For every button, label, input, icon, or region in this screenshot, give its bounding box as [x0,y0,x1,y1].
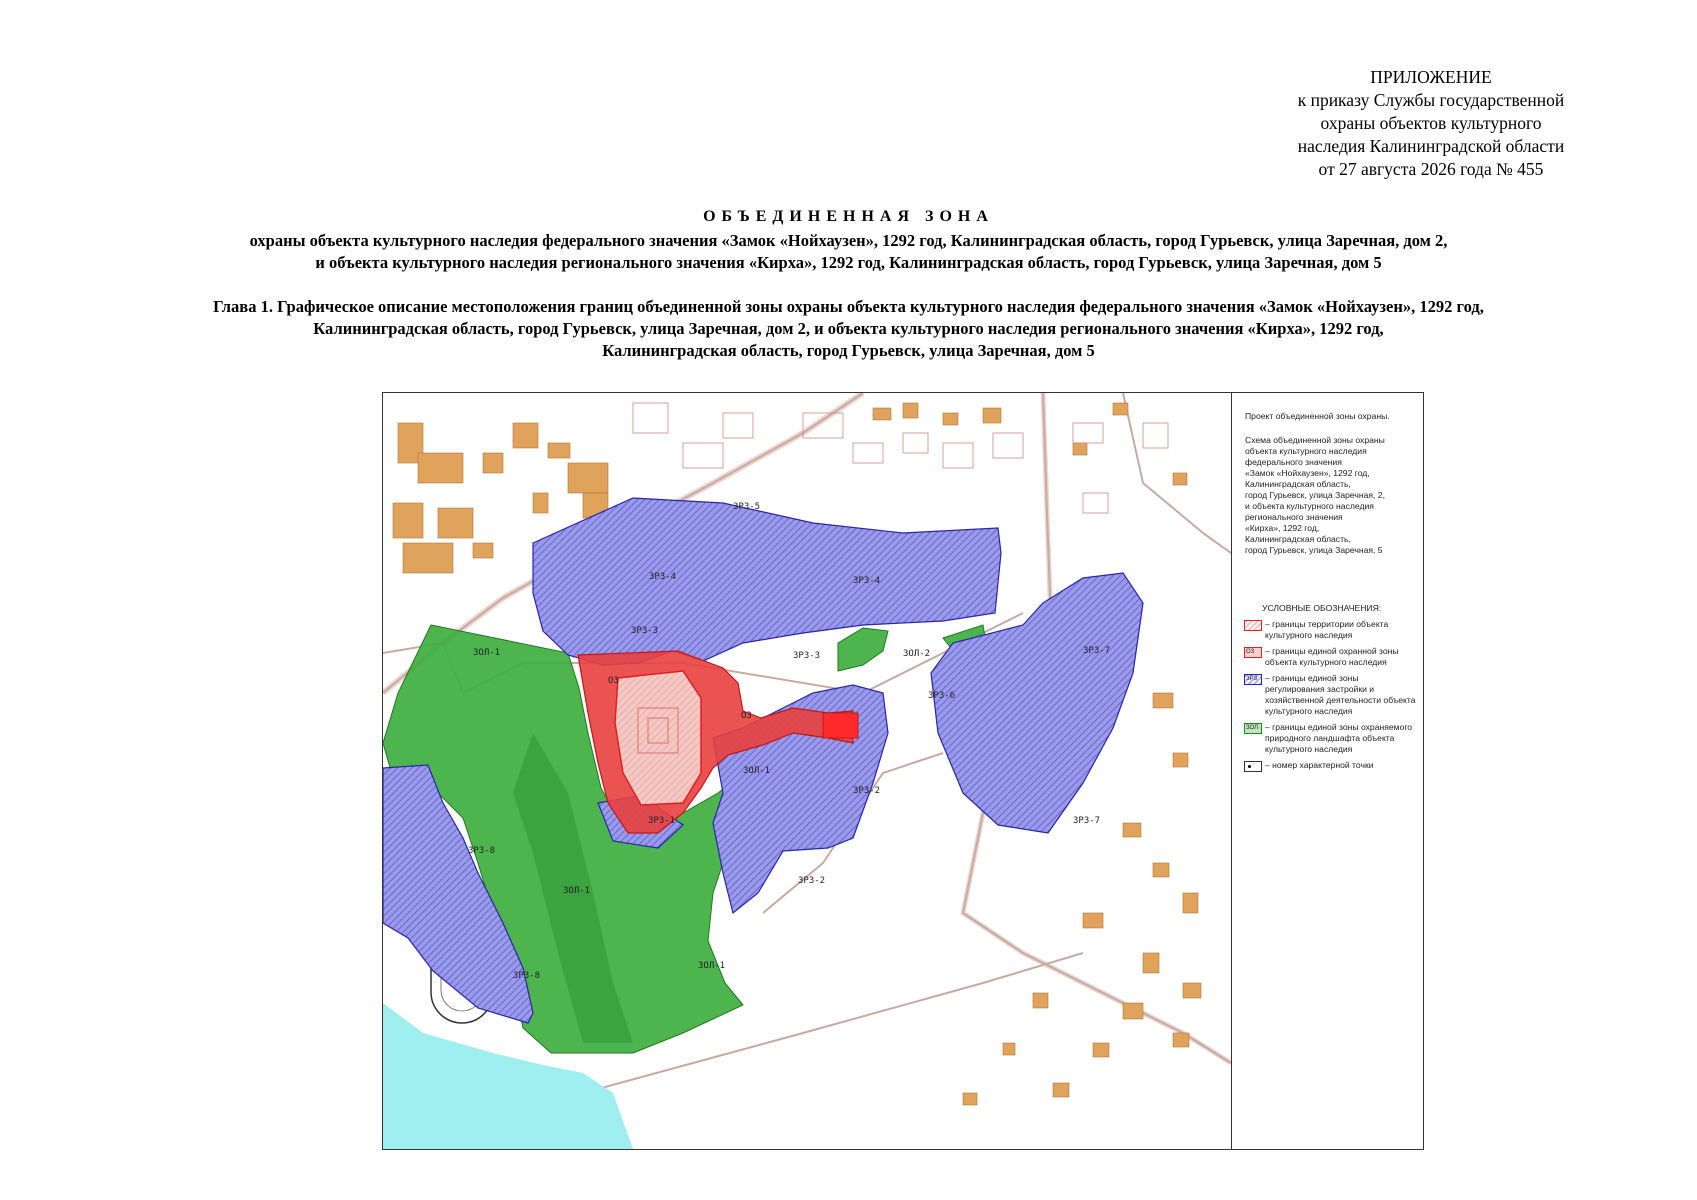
legend-desc-line: Калининградская область, [1245,534,1351,544]
point-marker-swatch [1244,761,1262,772]
territory-swatch [1244,620,1262,631]
label-zol1: ЗОЛ-1 [743,766,771,776]
legend-desc-line: «Замок «Нойхаузен», 1292 год, [1245,468,1370,478]
subtitle-line: и объекта культурного наследия регионального значения «Кирха», 1292 год, Калининградская область, город Гурьевск, улица Заречная, дом 5 [315,253,1382,272]
label-zrz8: ЗРЗ-8 [468,846,496,856]
map-legend [1231,393,1424,1149]
legend-item-text: – номер характерной точки [1265,760,1374,770]
swatch-code: ЗРЗ [1246,676,1258,682]
label-zrz3: ЗРЗ-3 [793,651,821,661]
oz-swatch [1244,647,1262,658]
label-zol1: ЗОЛ-1 [563,886,591,896]
document-title [0,206,1697,362]
legend-desc-line: Схема объединенной зоны охраны [1245,435,1385,445]
label-zrz8: ЗРЗ-8 [513,971,541,981]
legend-desc-line: «Кирха», 1292 год, [1245,523,1320,533]
legend-heading: УСЛОВНЫЕ ОБОЗНАЧЕНИЯ: [1262,603,1382,613]
legend-desc-line: регионального значения [1245,512,1343,522]
legend-item-text: – границы единой охранной зоны объекта культурного наследия [1265,646,1399,667]
appendix-date: от 27 августа 2026 года № 455 [1318,159,1544,179]
chapter-line: Калининградская область, город Гурьевск, улица Заречная, дом 5 [602,341,1095,360]
label-zrz6: ЗРЗ-6 [928,691,956,701]
swatch-code: ОЗ [1246,649,1255,655]
label-zrz2: ЗРЗ-2 [798,876,826,886]
appendix-line: наследия Калининградской области [1297,136,1565,156]
kirche-territory [823,713,858,738]
label-oz: ОЗ [741,711,752,721]
legend-desc-line: город Гурьевск, улица Заречная, 2, [1245,490,1385,500]
label-zol1: ЗОЛ-1 [698,961,726,971]
chapter-line: Глава 1. Графическое описание местоположения границ объединенной зоны охраны объекта культурного наследия федерального значения «Замок «Нойхаузен», 1292 год, [213,297,1484,316]
label-zrz3: ЗРЗ-3 [631,626,659,636]
legend-item-text: – границы единой зоны регулирования застройки и хозяйственной деятельности объекта культурного наследия [1265,673,1416,716]
chapter-line: Калининградская область, город Гурьевск, улица Заречная, дом 2, и объекта культурного наследия регионального значения «Кирха», 1292 год, [313,319,1384,338]
chapter-heading [0,296,1697,362]
legend-item-oz [1244,646,1420,668]
label-zol2: ЗОЛ-2 [903,649,931,659]
legend-desc-line: федерального значения [1245,457,1342,467]
legend-item-zol [1244,722,1420,755]
label-zrz1: ЗРЗ-1 [648,816,676,826]
label-zrz4: ЗРЗ-4 [649,572,677,582]
label-zrz7: ЗРЗ-7 [1083,646,1111,656]
legend-item-text: – границы единой зоны охраняемого природного ландшафта объекта культурного наследия [1265,722,1413,754]
legend-desc-line: Калининградская область, [1245,479,1351,489]
map-canvas [383,393,1231,1149]
label-zol1: ЗОЛ-1 [473,648,501,658]
legend-items [1244,619,1420,777]
subtitle-line: охраны объекта культурного наследия федерального значения «Замок «Нойхаузен», 1292 год, Калининградская область, город Гурьевск, улица Заречная, дом 2, [249,231,1448,250]
zrz-swatch [1244,674,1262,685]
legend-item-text: – границы территории объекта культурного наследия [1265,619,1389,640]
appendix-header [1211,66,1651,181]
legend-item-zrz [1244,673,1420,717]
label-zrz5: ЗРЗ-5 [733,502,761,512]
legend-item-point [1244,760,1420,772]
legend-project-title: Проект объединенной зоны охраны. [1245,411,1390,421]
appendix-line: охраны объектов культурного [1320,113,1542,133]
legend-desc-line: город Гурьевск, улица Заречная, 5 [1245,545,1383,555]
appendix-title: ПРИЛОЖЕНИЕ [1370,67,1492,87]
swatch-code: ЗОЛ [1246,725,1259,731]
label-oz: ОЗ [608,676,619,686]
label-zrz4: ЗРЗ-4 [853,576,881,586]
zone-map [382,392,1424,1150]
legend-item-territory [1244,619,1420,641]
zol-swatch [1244,723,1262,734]
legend-desc-line: объекта культурного наследия [1245,446,1367,456]
legend-description [1245,435,1415,556]
label-zrz2: ЗРЗ-2 [853,786,881,796]
appendix-line: к приказу Службы государственной [1297,90,1565,110]
label-zrz7: ЗРЗ-7 [1073,816,1101,826]
legend-desc-line: и объекта культурного наследия [1245,501,1374,511]
main-title: ОБЪЕДИНЕННАЯ ЗОНА [703,208,994,225]
